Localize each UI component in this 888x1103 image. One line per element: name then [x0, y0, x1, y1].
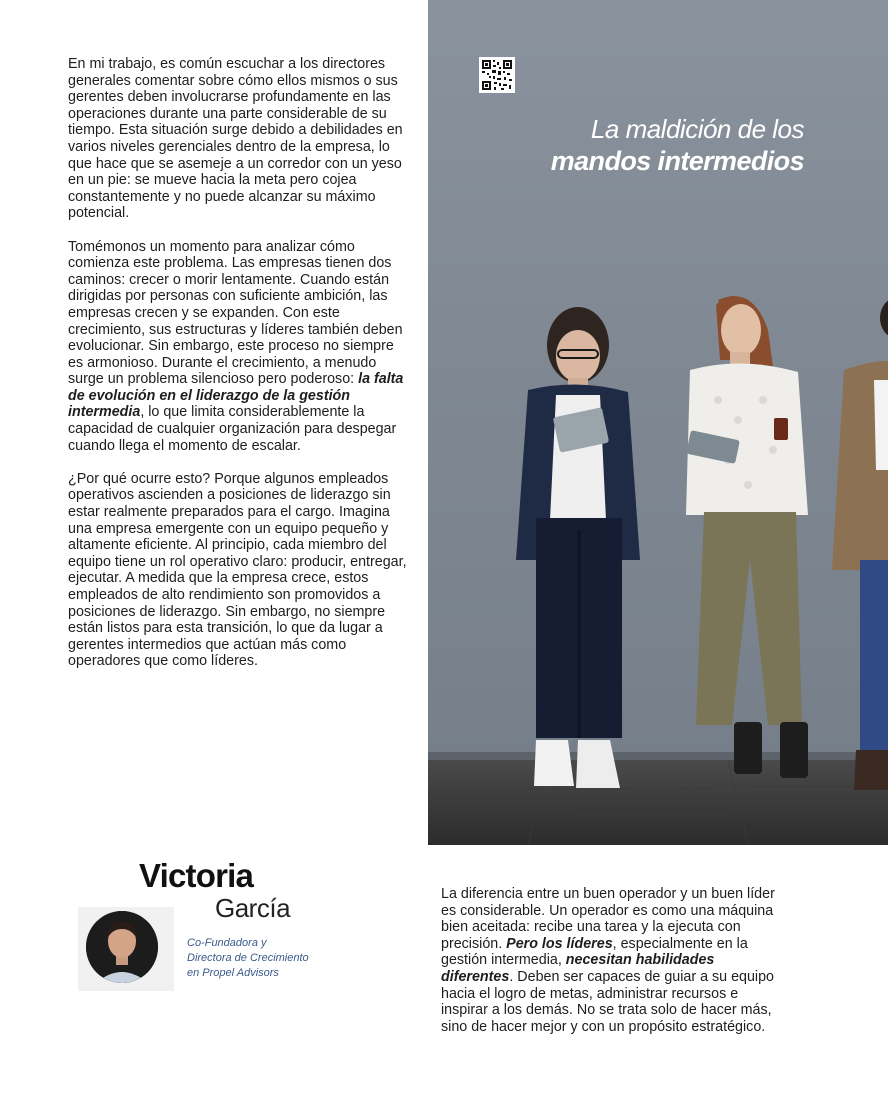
author-first-name: Victoria [139, 857, 254, 894]
author-portrait-icon [86, 911, 158, 983]
author-role-line3: en Propel Advisors [187, 967, 279, 979]
paragraph-why: ¿Por qué ocurre esto? Porque algunos empleados operativos ascienden a posiciones de liderazgo sin estar realmente preparados para el cargo. Imagina una empresa emergente con un equipo pequeño y altamente eficiente. Al principio, cada miembro del equipo tiene un rol operativo claro: producir, entregar, ejecutar. A medida que la empresa crece, estos empleados de alto rendimiento son promovidos a posiciones de liderazgo. Sin embargo, no siempre están listos para esta transición, lo que da lugar a gerentes intermedios que actúan más como operadores que como líderes. [68, 470, 407, 670]
author-role-line1: Co-Fundadora y [187, 937, 267, 949]
person-right [832, 298, 888, 790]
article-title [551, 112, 804, 176]
paragraph-difference [441, 886, 781, 1035]
paragraph-problem [68, 239, 408, 455]
paragraph-difference-text-b: , especialmente en la gestión intermedia, [441, 935, 748, 969]
person-left [516, 307, 640, 788]
paragraph-difference-text-c: . Deben ser capaces de guiar a su equipo hacia el logro de metas, administrar recursos e inspirar a los demás. No se trata solo de hacer más, sino de hacer mejor y con un propósito estratégico. [441, 968, 775, 1035]
article-right-column [441, 886, 781, 1035]
author-role [187, 936, 357, 981]
article-left-column [68, 56, 408, 687]
paragraph-problem-text-b: , lo que limita considerablemente la capacidad de cualquier organización para despegar cuando llega el momento de escalar. [68, 404, 397, 454]
paragraph-difference-emphasis-1: Pero los líderes [506, 935, 613, 952]
author-last-name: García [215, 893, 291, 923]
article-title-line1: La maldición de los [590, 114, 804, 144]
baseboard [428, 752, 888, 760]
paragraph-difference-text-a: La diferencia entre un buen operador y un buen líder es considerable. Un operador es como una máquina bien aceitada: recibe una tarea y la ejecuta con precisión. [441, 886, 775, 952]
paragraph-difference-emphasis-2: necesitan habilidades diferentes [441, 952, 715, 985]
article-title-line2: mandos intermedios [550, 146, 804, 176]
paragraph-problem-text-a: Tomémonos un momento para analizar cómo comienza este problema. Las empresas tienen dos caminos: crecer o morir lentamente. Cuando están dirigidas por personas con suficiente ambición, las empresas crecen y se expanden. Con este crecimiento, sus estructuras y líderes también deben evolucionar. Sin embargo, este proceso no siempre es armonioso. Durante el crecimiento, a menudo surge un problema silencioso pero poderoso: [68, 238, 403, 388]
avatar [86, 911, 158, 983]
paragraph-intro: En mi trabajo, es común escuchar a los directores generales comentar sobre cómo ellos mismos o sus gerentes deben involucrarse profundamente en las operaciones durante una parte considerable de su tiempo. Esta situación surge debido a debilidades en varios niveles gerenciales dentro de la empresa, lo que hace que se asemeje a un corredor con un yeso en un pie: se mueve hacia la meta pero cojea constantemente y no puede alcanzar su máximo potencial. [68, 56, 403, 222]
author-role-line2: Directora de Crecimiento [187, 952, 309, 964]
paragraph-problem-emphasis: la falta de evolución en el liderazgo de la gestión intermedia [68, 371, 404, 421]
person-middle [686, 296, 808, 778]
floor [428, 760, 888, 845]
qr-code-icon[interactable] [479, 57, 515, 93]
